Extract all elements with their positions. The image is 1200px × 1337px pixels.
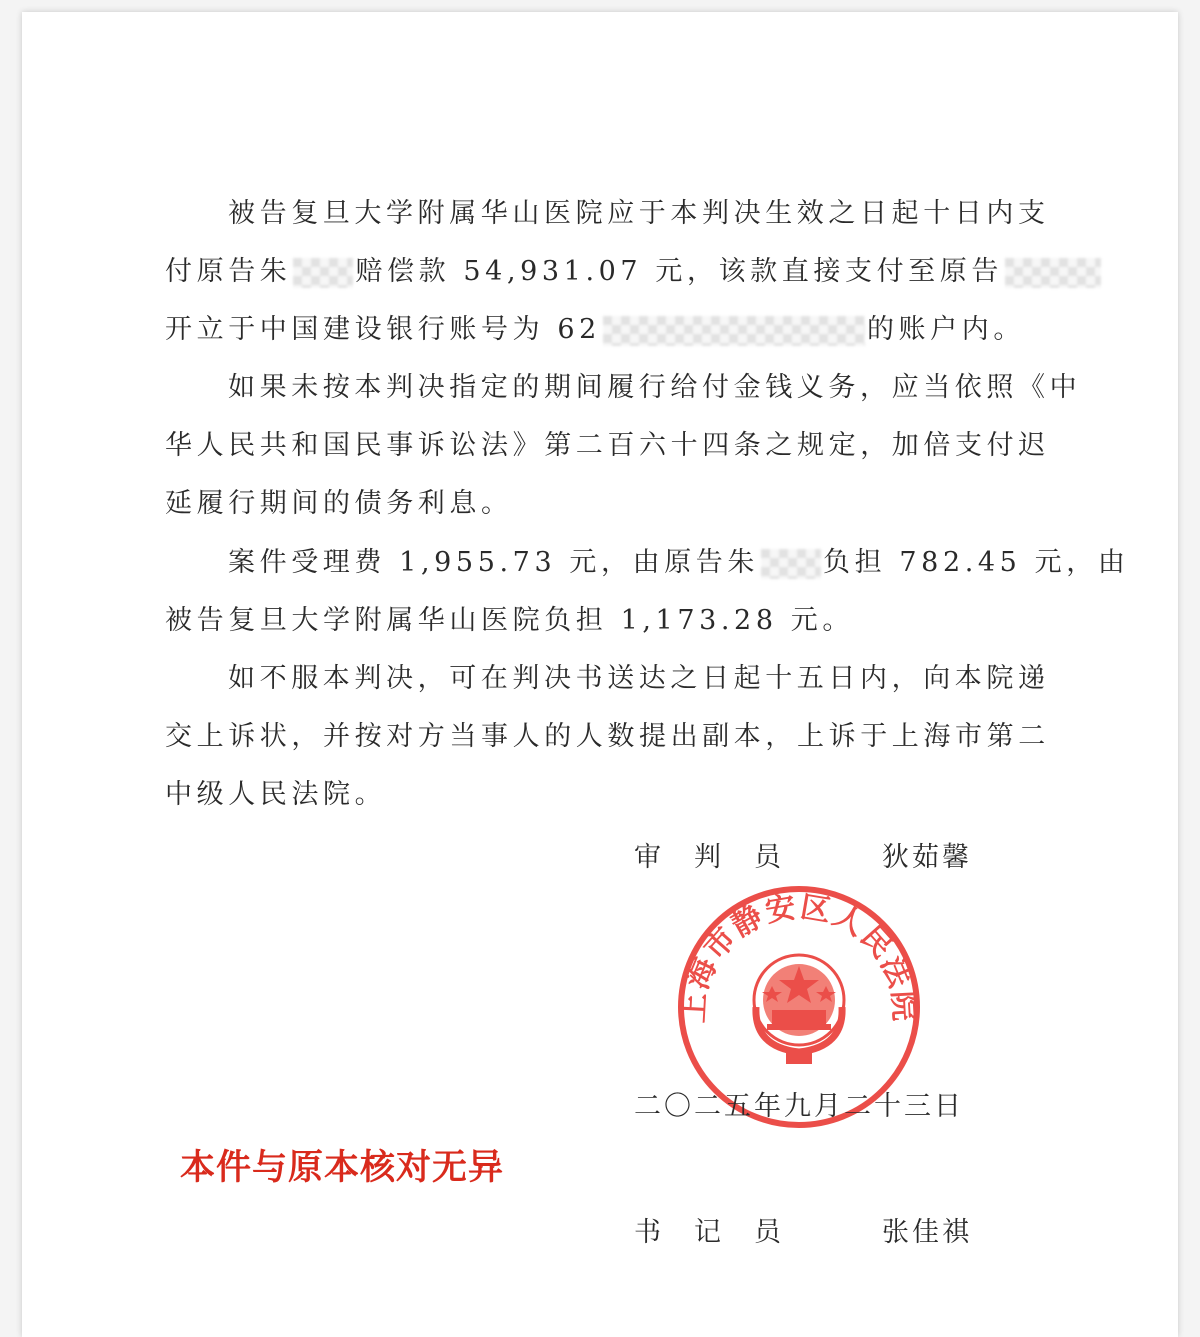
- paragraph-4-line-1: 如不服本判决，可在判决书送达之日起十五日内，向本院递: [228, 663, 1050, 694]
- judge-name: 狄茹馨: [882, 842, 972, 873]
- seal-text: 上海市静安区人民法院: [676, 889, 922, 1024]
- verified-copy-stamp: 本件与原本核对无异: [180, 1148, 505, 1188]
- redacted-name: [1005, 258, 1101, 288]
- paragraph-2-line-1: 如果未按本判决指定的期间履行给付金钱义务，应当依照《中: [228, 372, 1082, 403]
- redacted-name: [761, 549, 821, 579]
- paragraph-1-line-3: 开立于中国建设银行账号为 62 的账户内。: [165, 314, 1025, 345]
- redacted-name: [293, 258, 353, 288]
- paragraph-4-line-2: 交上诉状，并按对方当事人的人数提出副本，上诉于上海市第二: [165, 721, 1050, 752]
- judgment-page: [22, 12, 1178, 1337]
- clerk-name: 张佳祺: [882, 1217, 972, 1248]
- paragraph-3-line-1: 案件受理费 1,955.73 元，由原告朱 负担 782.45 元，由: [228, 547, 1130, 578]
- redacted-account-number: [603, 316, 865, 346]
- paragraph-2-line-3: 延履行期间的债务利息。: [165, 488, 513, 519]
- judgment-date: 二〇二五年九月二十三日: [634, 1091, 964, 1122]
- paragraph-2-line-2: 华人民共和国民事诉讼法》第二百六十四条之规定，加倍支付迟: [165, 430, 1050, 461]
- paragraph-3-line-2: 被告复旦大学附属华山医院负担 1,173.28 元。: [165, 605, 854, 636]
- paragraph-1-line-1: 被告复旦大学附属华山医院应于本判决生效之日起十日内支: [228, 198, 1050, 229]
- judge-title: 审 判 员: [634, 842, 784, 873]
- national-emblem-icon: [754, 955, 844, 1064]
- paragraph-1-line-2: 付原告朱 赔偿款 54,931.07 元，该款直接支付至原告: [165, 255, 1103, 289]
- clerk-title: 书 记 员: [634, 1217, 784, 1248]
- paragraph-4-line-3: 中级人民法院。: [165, 779, 387, 810]
